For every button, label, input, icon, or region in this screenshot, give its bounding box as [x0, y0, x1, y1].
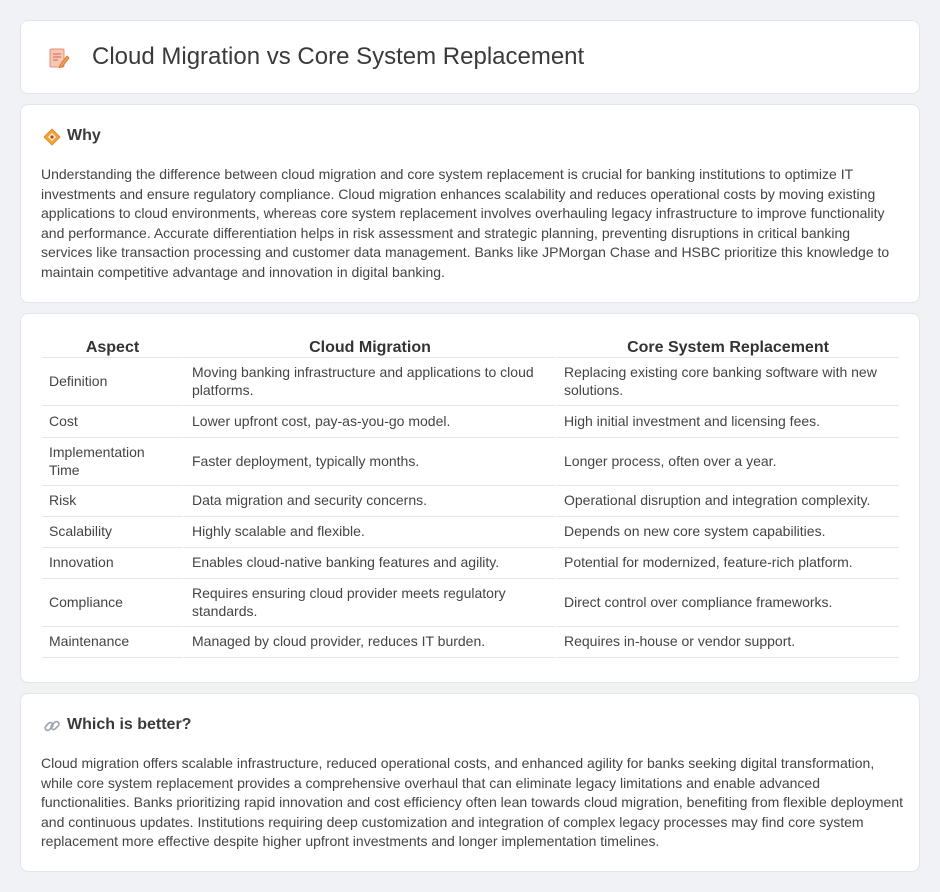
table-row [42, 517, 899, 548]
why-body: Understanding the difference between cloud migration and core system replacement is crucial for banking institutions to optimize IT investments and ensure regulatory compliance. Cloud migration enhances scalability and reduces operational costs by moving existing applications to cloud environments, whereas core system replacement involves overhauling legacy infrastructure to improve functionality and performance. Accurate differentiation helps in risk assessment and strategic planning, preventing disruptions in critical banking services like transaction processing and customer data management. Banks like JPMorgan Chase and HSBC prioritize this knowledge to maintain competitive advantage and innovation in digital banking. [41, 166, 890, 280]
why-heading: Why [67, 127, 101, 144]
cell-cloud: Highly scalable and flexible. [183, 517, 555, 548]
page-title: Cloud Migration vs Core System Replacement [92, 43, 585, 70]
cell-cloud: Managed by cloud provider, reduces IT burden. [183, 627, 555, 658]
comparison-section [20, 313, 920, 683]
cell-core: Longer process, often over a year. [555, 438, 899, 486]
cell-aspect: Risk [42, 486, 183, 517]
cell-aspect: Cost [42, 406, 183, 438]
cell-cloud: Moving banking infrastructure and applications to cloud platforms. [183, 358, 555, 406]
table-row [42, 627, 899, 658]
which-is-better-body: Cloud migration offers scalable infrastructure, reduced operational costs, and enhanced agility for banks seeking digital transformation, while core system replacement provides a comprehensive overhaul that can eliminate legacy limitations and enable advanced functionalities. Banks prioritizing rapid innovation and cost efficiency often lean towards cloud migration, benefiting from flexible deployment and continuous updates. Institutions requiring deep customization and integration of complex legacy processes may find core system replacement more effective despite higher upfront investments and longer implementation timelines. [41, 755, 903, 850]
cell-core: Potential for modernized, feature-rich platform. [555, 548, 899, 579]
which-is-better-heading: Which is better? [67, 716, 192, 733]
cell-core: Depends on new core system capabilities. [555, 517, 899, 548]
document-pencil-icon [47, 46, 71, 70]
header-aspect: Aspect [42, 334, 183, 358]
why-section [20, 104, 920, 303]
cell-core: Operational disruption and integration complexity. [555, 486, 899, 517]
cell-core: Requires in-house or vendor support. [555, 627, 899, 658]
table-row [42, 548, 899, 579]
cell-aspect: Scalability [42, 517, 183, 548]
table-row [42, 486, 899, 517]
table-row [42, 579, 899, 627]
cell-aspect: Innovation [42, 548, 183, 579]
cell-aspect: Maintenance [42, 627, 183, 658]
table-header-row [42, 334, 899, 358]
cell-cloud: Data migration and security concerns. [183, 486, 555, 517]
cell-cloud: Requires ensuring cloud provider meets regulatory standards. [183, 579, 555, 627]
cell-core: High initial investment and licensing fees. [555, 406, 899, 438]
cell-core: Replacing existing core banking software with new solutions. [555, 358, 899, 406]
cell-aspect: Compliance [42, 579, 183, 627]
warning-diamond-icon [43, 128, 61, 146]
comparison-table [42, 334, 899, 658]
cell-aspect: Implementation Time [42, 438, 183, 486]
header-cloud-migration: Cloud Migration [183, 334, 555, 358]
title-card [20, 20, 920, 94]
table-row [42, 406, 899, 438]
cell-cloud: Lower upfront cost, pay-as-you-go model. [183, 406, 555, 438]
cell-core: Direct control over compliance frameworks. [555, 579, 899, 627]
cell-aspect: Definition [42, 358, 183, 406]
link-icon [43, 717, 61, 735]
which-is-better-section [20, 693, 920, 872]
table-row [42, 358, 899, 406]
cell-cloud: Enables cloud-native banking features and agility. [183, 548, 555, 579]
table-row [42, 438, 899, 486]
header-core-system-replacement: Core System Replacement [555, 334, 899, 358]
cell-cloud: Faster deployment, typically months. [183, 438, 555, 486]
